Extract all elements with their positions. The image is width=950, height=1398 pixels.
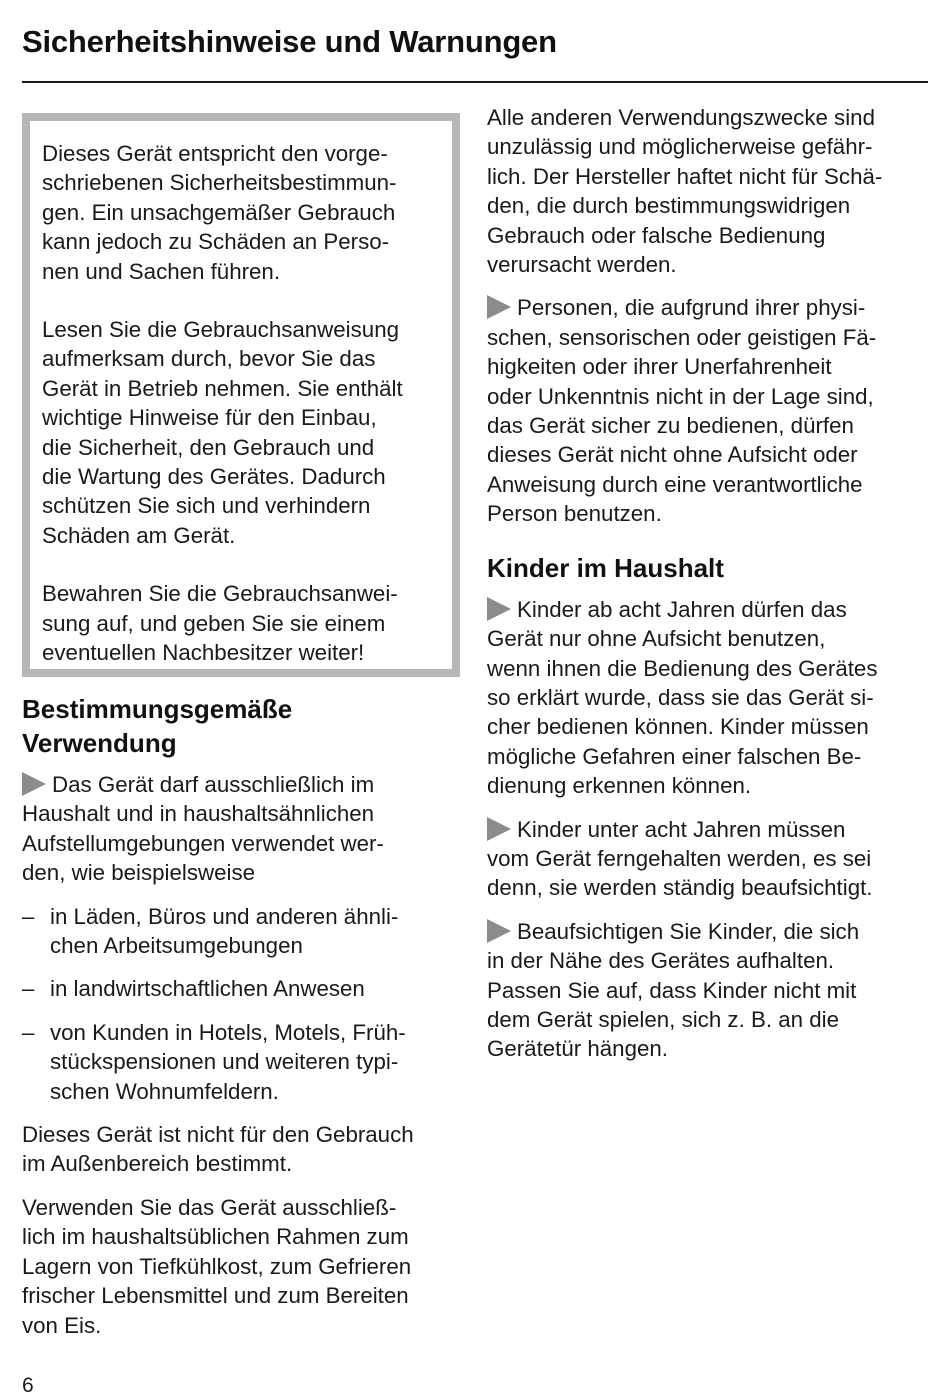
dash-marker: – [22, 1019, 35, 1045]
page-title: Sicherheitshinweise und Warnungen [22, 24, 557, 59]
triangle-bullet-icon [22, 772, 46, 796]
notice-paragraph-2: Lesen Sie die Gebrauchsanweisung aufmerksam durch, bevor Sie das Gerät in Betrieb nehmen. Sie enthält wichtige Hinweise für den Einbau, die Sicherheit, den Gebrauch und die Wartung des Gerätes. Dadurch schützen Sie sich und verhindern Schäden am Gerät. [42, 317, 403, 548]
children-bullet-2 [487, 815, 932, 903]
notice-paragraph-1: Dieses Gerät entspricht den vorge- schriebenen Sicherheitsbestimmun- gen. Ein unsachgemäßer Gebrauch kann jedoch zu Schäden an Perso- nen und Sachen führen. [42, 141, 397, 284]
safety-notice-box [22, 113, 460, 677]
notice-paragraph-3: Bewahren Sie die Gebrauchsanwei- sung auf, und geben Sie sie einem eventuellen Nachbesitzer weiter! [42, 581, 398, 666]
triangle-bullet-icon [487, 295, 511, 319]
outdoor-paragraph: Dieses Gerät ist nicht für den Gebrauch im Außenbereich bestimmt. [22, 1122, 414, 1177]
intended-use-section [22, 692, 464, 1340]
dash-item-text: von Kunden in Hotels, Motels, Früh- stückspensionen und weiteren typi- schen Wohnumfeldern. [50, 1019, 406, 1104]
children-heading: Kinder im Haushalt [487, 552, 724, 583]
dash-item-agricultural [22, 974, 464, 1003]
dash-item-hotels [22, 1018, 464, 1106]
dash-marker: – [22, 976, 35, 1002]
bullet-text: Personen, die aufgrund ihrer physi- schen, sensorischen oder geistigen Fä- higkeiten oder ihrer Unerfahrenheit oder Unkenntnis nicht in der Lage sind, das Gerät sicher zu bedienen, dürfen dieses Gerät nicht ohne Aufsicht oder Anweisung durch eine verantwortliche Person benutzen. [487, 295, 877, 527]
triangle-bullet-icon [487, 597, 511, 621]
usage-frame-paragraph: Verwenden Sie das Gerät ausschließ- lich im haushaltsüblichen Rahmen zum Lagern von Tiefkühlkost, zum Gefrieren frischer Lebensmittel und zum Bereiten von Eis. [22, 1194, 412, 1338]
other-uses-paragraph: Alle anderen Verwendungszwecke sind unzulässig und möglicherweise gefähr- lich. Der Hersteller haftet nicht für Schä- den, die durch bestimmungswidrigen Gebrauch oder falsche Bedienung verursacht werden. [487, 105, 883, 278]
bullet-text: Das Gerät darf ausschließlich im Haushalt und in haushaltsähnlichen Aufstellumgebungen verwendet wer- den, wie beispielsweise [22, 772, 384, 886]
children-bullet-1 [487, 595, 932, 801]
right-column [487, 103, 932, 1064]
dash-item-text: in landwirtschaftlichen Anwesen [50, 976, 365, 1002]
triangle-bullet-icon [487, 919, 511, 943]
triangle-bullet-icon [487, 817, 511, 841]
intended-use-bullet-2 [487, 293, 932, 528]
dash-item-text: in Läden, Büros und anderen ähnli- chen Arbeitsumgebungen [50, 903, 399, 959]
title-divider [22, 81, 928, 83]
dash-item-shops [22, 902, 464, 961]
children-bullet-3 [487, 917, 932, 1064]
bullet-text: Kinder unter acht Jahren müssen vom Gerät ferngehalten werden, es sei denn, sie werden ständig beaufsichtigt. [487, 816, 873, 901]
page-number: 6 [22, 1374, 34, 1397]
bullet-text: Kinder ab acht Jahren dürfen das Gerät nur ohne Aufsicht benutzen, wenn ihnen die Bedienung des Gerätes so erklärt wurde, dass sie das Gerät si- cher bedienen können. Kinder müssen mögliche Gefahren einer falschen Be- dienung erkennen können. [487, 596, 878, 799]
bullet-text: Beaufsichtigen Sie Kinder, die sich in der Nähe des Gerätes aufhalten. Passen Sie auf, dass Kinder nicht mit dem Gerät spielen, sich z. B. an die Gerätetür hängen. [487, 918, 860, 1062]
dash-marker: – [22, 903, 35, 929]
intended-use-bullet-1 [22, 770, 464, 888]
intended-use-heading: Bestimmungsgemäße Verwendung [22, 694, 293, 758]
